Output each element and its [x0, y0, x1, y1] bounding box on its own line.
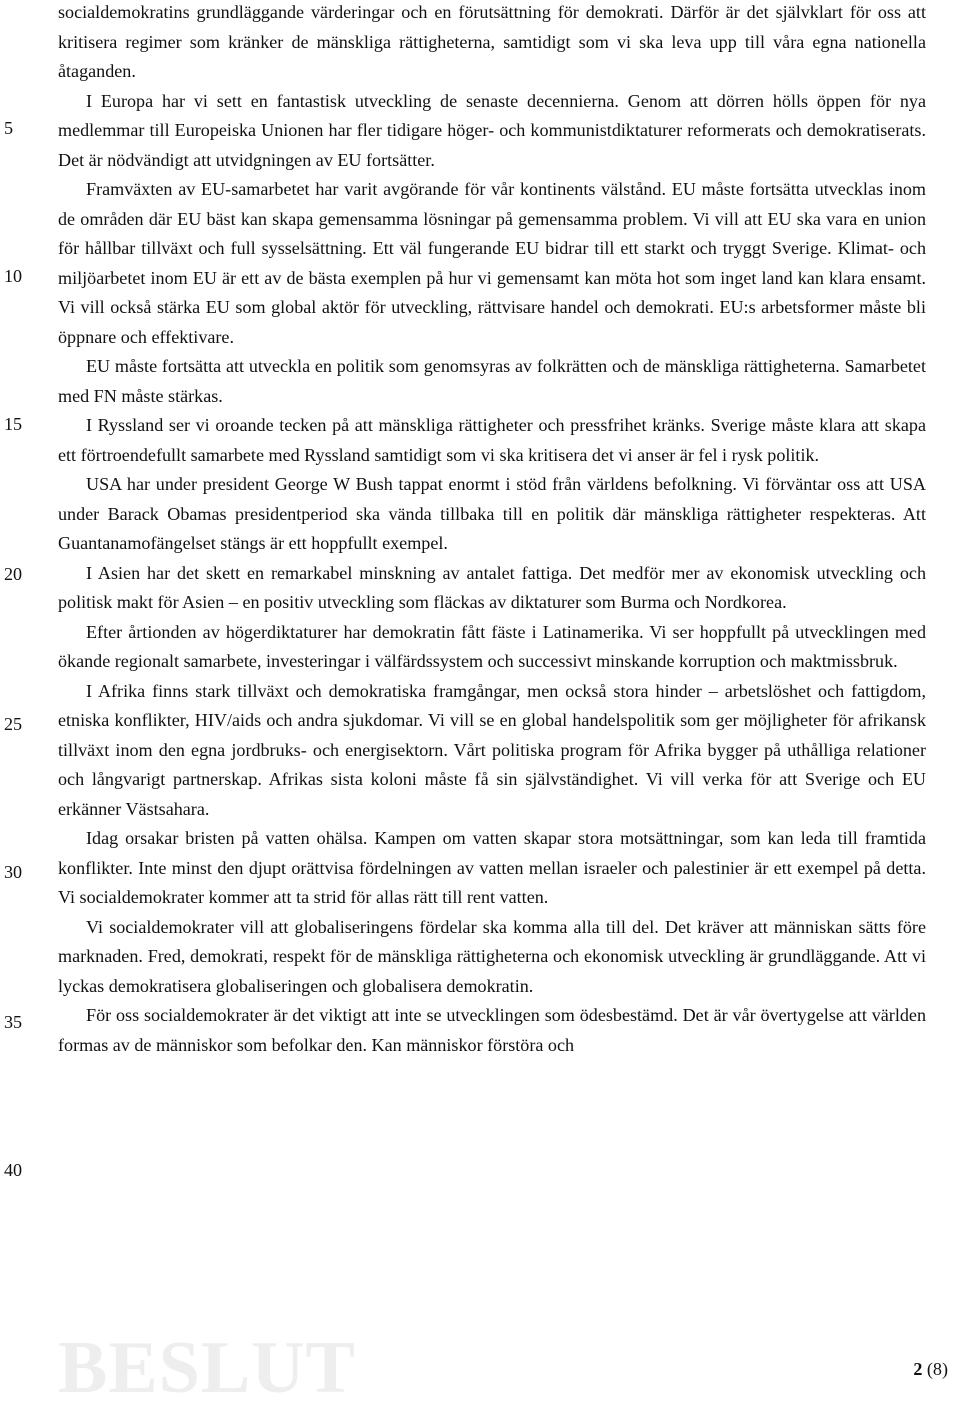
line-number: 20	[4, 564, 23, 584]
line-number-gutter	[0, 0, 40, 1407]
paragraph: I Europa har vi sett en fantastisk utveckling de senaste decennierna. Genom att dörren hölls öppen för nya medlemmar till Europeiska Unionen har fler tidigare höger- och kommunistdiktaturer reformerats och demokratiserats. Det är nödvändigt att utvidgningen av EU fortsätter.	[58, 90, 926, 170]
line-number: 10	[4, 266, 23, 286]
line-number: 15	[4, 414, 23, 434]
line-number: 5	[4, 118, 14, 138]
line-number: 30	[4, 862, 23, 882]
paragraph: Vi socialdemokrater vill att globaliseringens fördelar ska komma alla till del. Det kräver att människan sätts före marknaden. Fred, demokrati, respekt för de mänskliga rättigheterna och ekonomisk utveckling är grundläggande. Att vi lyckas demokratisera globaliseringen och globalisera demokratin.	[58, 916, 926, 996]
paragraph: Efter årtionden av högerdiktaturer har demokratin fått fäste i Latinamerika. Vi ser hoppfullt på utvecklingen med ökande regionalt samarbete, investeringar i välfärdssystem och successivt minskande korruption och maktmissbruk.	[58, 621, 926, 671]
page-number	[913, 1358, 948, 1380]
paragraph: Idag orsakar bristen på vatten ohälsa. Kampen om vatten skapar stora motsättningar, som kan leda till framtida konflikter. Inte minst den djupt orättvisa fördelningen av vatten mellan israeler och palestinier är ett exempel på detta. Vi socialdemokrater kommer att ta strid för allas rätt till rent vatten.	[58, 828, 926, 907]
paragraph: Framväxten av EU-samarbetet har varit avgörande för vår kontinents välstånd. EU måste fortsätta utvecklas inom de områden där EU bäst kan skapa gemensamma lösningar på gemensamma problem. Vi vill att EU ska vara en union för hållbar tillväxt och full sysselsättning. Ett väl fungerande EU bidrar till ett starkt och tryggt Sverige. Klimat- och miljöarbetet inom EU är ett av de bästa exemplen på hur vi gemensamt kan möta hot som inget land kan klara ensamt. Vi vill också stärka EU som global aktör för utveckling, rättvisare handel och demokrati. EU:s arbetsformer måste bli öppnare och effektivare.	[58, 179, 926, 347]
paragraph: socialdemokratins grundläggande värderingar och en förutsättning för demokrati. Därför är det självklart för oss att kritisera regimer som kränker de mänskliga rättigheterna, samtidigt som vi ska leva upp till våra egna nationella åtaganden.	[58, 2, 926, 81]
line-number: 40	[4, 1160, 23, 1180]
paragraph: För oss socialdemokrater är det viktigt att inte se utvecklingen som ödesbestämd. Det är vår övertygelse att världen formas av de människor som befolkar den. Kan människor förstöra och	[58, 1005, 926, 1055]
page-current: 2	[913, 1359, 923, 1379]
paragraph: EU måste fortsätta att utveckla en politik som genomsyras av folkrätten och de mänskliga rättigheterna. Samarbetet med FN måste stärkas.	[58, 356, 926, 406]
footer-beslut-label: BESLUT	[58, 1327, 357, 1409]
page-total: (8)	[926, 1359, 948, 1379]
paragraph: I Afrika finns stark tillväxt och demokratiska framgångar, men också stora hinder – arbetslöshet och fattigdom, etniska konflikter, HIV/aids och andra sjukdomar. Vi vill se en global handelspolitik som ger möjligheter för afrikansk tillväxt inom den egna jordbruks- och energisektorn. Vårt politiska program för Afrika bygger på uthålliga relationer och långvarigt partnerskap. Afrikas sista koloni måste få sin självständighet. Vi vill verka för att Sverige och EU erkänner Västsahara.	[58, 680, 926, 819]
paragraph: I Asien har det skett en remarkabel minskning av antalet fattiga. Det medför mer av ekonomisk utveckling och politisk makt för Asien – en positiv utveckling som fläckas av diktaturer som Burma och Nordkorea.	[58, 562, 926, 612]
document-body	[58, 0, 926, 1060]
line-number: 35	[4, 1012, 23, 1032]
paragraph: USA har under president George W Bush tappat enormt i stöd från världens befolkning. Vi förväntar oss att USA under Barack Obamas presidentperiod ska vända tillbaka till en politik där mänskliga rättigheter respekteras. Att Guantanamofängelset stängs är ett hoppfullt exempel.	[58, 474, 926, 553]
line-number: 25	[4, 714, 23, 734]
paragraph: I Ryssland ser vi oroande tecken på att mänskliga rättigheter och pressfrihet kränks. Sverige måste klara att skapa ett förtroendefullt samarbete med Ryssland samtidigt som vi ska kritisera det vi anser är fel i rysk politik.	[58, 415, 926, 465]
